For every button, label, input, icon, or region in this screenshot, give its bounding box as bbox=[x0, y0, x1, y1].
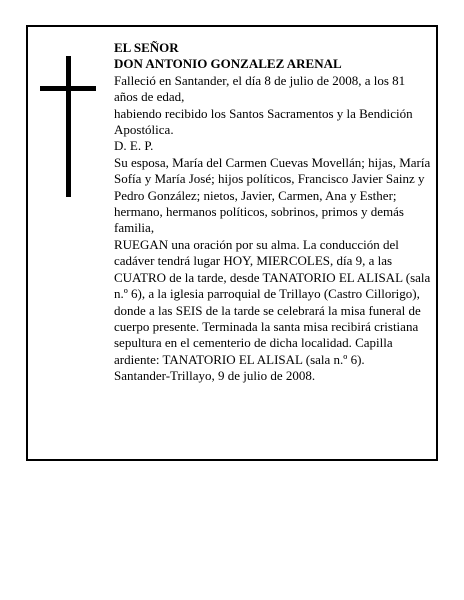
cross-icon-vertical bbox=[66, 56, 71, 197]
notice-text bbox=[114, 40, 432, 385]
place-date: Santander-Trillayo, 9 de julio de 2008. bbox=[114, 368, 316, 384]
notice-title: EL SEÑOR bbox=[114, 40, 179, 55]
obituary-notice bbox=[26, 25, 438, 461]
deceased-name: DON ANTONIO GONZALEZ ARENAL bbox=[114, 56, 342, 72]
funeral-details: RUEGAN una oración por su alma. La conducción del cadáver tendrá lugar HOY, MIERCOLES, día 9, a las CUATRO de la tarde, desde TANATORIO EL ALISAL (sala n.º 6), a la iglesia parroquial de Trillayo (Castro Cillorigo), donde a las SEIS de la tarde se celebrará la misa funeral de cuerpo presente. Terminada la santa misa recibirá cristiana sepultura en el cementerio de dicha localidad. Capilla ardiente: TANATORIO EL ALISAL (sala n.º 6). bbox=[114, 236, 431, 367]
death-details: Falleció en Santander, el día 8 de julio de 2008, a los 81 años de edad, bbox=[114, 72, 406, 105]
rip-text: D. E. P. bbox=[114, 138, 154, 154]
sacraments-text: habiendo recibido los Santos Sacramentos y la Bendición Apostólica. bbox=[114, 105, 413, 138]
family-list: Su esposa, María del Carmen Cuevas Movellán; hijas, María Sofía y María José; hijos políticos, Francisco Javier Sainz y Pedro González; nietos, Javier, Carmen, Ana y Esther; hermano, hermanos políticos, sobrinos, primos y demás familia, bbox=[114, 154, 431, 236]
cross-icon-horizontal bbox=[40, 86, 96, 91]
